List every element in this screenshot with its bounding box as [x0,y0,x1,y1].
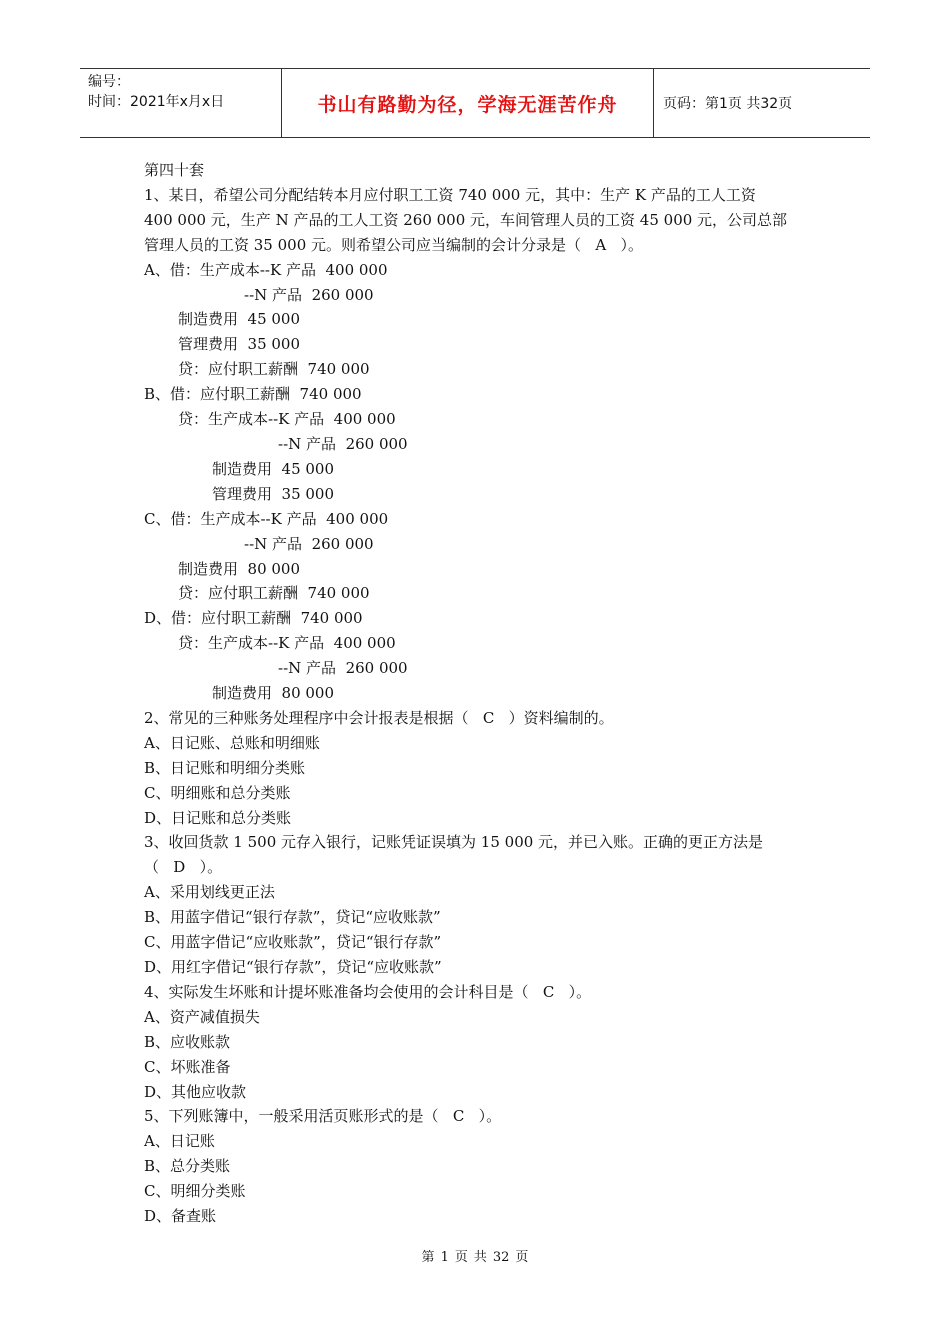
text-line: A、借：生产成本--K 产品 400 000 [144,260,388,279]
footer-text: 共 [473,1250,487,1265]
footer-text: 页 [454,1250,468,1265]
text-line: A、日记账 [144,1132,215,1151]
footer-text: 页 [515,1250,529,1265]
text-line: B、借：应付职工薪酬 740 000 [144,385,362,404]
text-line: 2、常见的三种账务处理程序中会计报表是根据（ C ）资料编制的。 [144,708,614,727]
text-line: A、采用划线更正法 [144,883,275,902]
text-line: C、借：生产成本--K 产品 400 000 [144,509,389,528]
text-line: C、用蓝字借记“应收账款”，贷记“银行存款” [144,933,442,952]
text-line: B、总分类账 [144,1157,231,1176]
text-line: B、应收账款 [144,1032,231,1051]
text-line: --N 产品 260 000 [278,434,408,453]
footer-page-number: 1 [440,1250,449,1265]
header-motto: 书山有路勤为径，学海无涯苦作舟 [282,69,654,137]
text-line: 管理人员的工资 35 000 元。则希望公司应当编制的会计分录是（ A ）。 [144,235,643,254]
text-line: （ D ）。 [144,858,223,877]
text-line: 制造费用 80 000 [178,559,301,578]
text-line: 贷：生产成本--K 产品 400 000 [178,634,396,653]
text-line: D、借：应付职工薪酬 740 000 [144,609,363,628]
document-time: 时间：2021年x月x日 [88,94,225,110]
text-line: 制造费用 80 000 [212,684,335,703]
text-line: --N 产品 260 000 [278,659,408,678]
text-line: 1、某日，希望公司分配结转本月应付职工工资 740 000 元，其中：生产 K 产品的工人工资 [144,185,756,204]
text-line: 贷：应付职工薪酬 740 000 [178,360,370,379]
page-header [80,68,870,138]
header-meta [80,69,282,137]
text-line: B、用蓝字借记“银行存款”，贷记“应收账款” [144,908,441,927]
text-line: 管理费用 35 000 [178,335,301,354]
text-line: --N 产品 260 000 [244,534,374,553]
text-line: C、明细账和总分类账 [144,783,291,802]
document-number-label: 编号： [88,74,130,90]
text-line: 5、下列账簿中，一般采用活页账形式的是（ C ）。 [144,1107,502,1126]
text-line: A、资产减值损失 [144,1007,260,1026]
text-line: D、其他应收款 [144,1082,247,1101]
text-line: 第四十套 [144,161,205,179]
text-line: C、明细分类账 [144,1182,246,1201]
text-line: D、日记账和总分类账 [144,808,292,827]
text-line: D、用红字借记“银行存款”，贷记“应收账款” [144,958,442,976]
text-line: 管理费用 35 000 [212,484,335,503]
header-page-info: 页码：第1页 共32页 [663,96,793,112]
text-line: B、日记账和明细分类账 [144,758,306,777]
text-line: 制造费用 45 000 [212,459,335,478]
text-line: 3、收回货款 1 500 元存入银行，记账凭证误填为 15 000 元，并已入账。正确的更正方法是 [144,833,764,852]
page-footer [0,1246,950,1265]
document-body [144,158,824,1229]
text-line: 4、实际发生坏账和计提坏账准备均会使用的会计科目是（ C ）。 [144,982,592,1001]
text-line: D、备查账 [144,1207,217,1226]
footer-total-pages: 32 [492,1250,510,1265]
text-line: 贷：生产成本--K 产品 400 000 [178,410,396,429]
text-line: C、坏账准备 [144,1057,231,1076]
text-line: --N 产品 260 000 [244,285,374,304]
text-line: 制造费用 45 000 [178,310,301,329]
footer-text: 第 [421,1250,435,1265]
text-line: 贷：应付职工薪酬 740 000 [178,584,370,603]
text-line: 400 000 元，生产 N 产品的工人工资 260 000 元，车间管理人员的工资 45 000 元，公司总部 [144,210,788,229]
text-line: A、日记账、总账和明细账 [144,733,320,752]
